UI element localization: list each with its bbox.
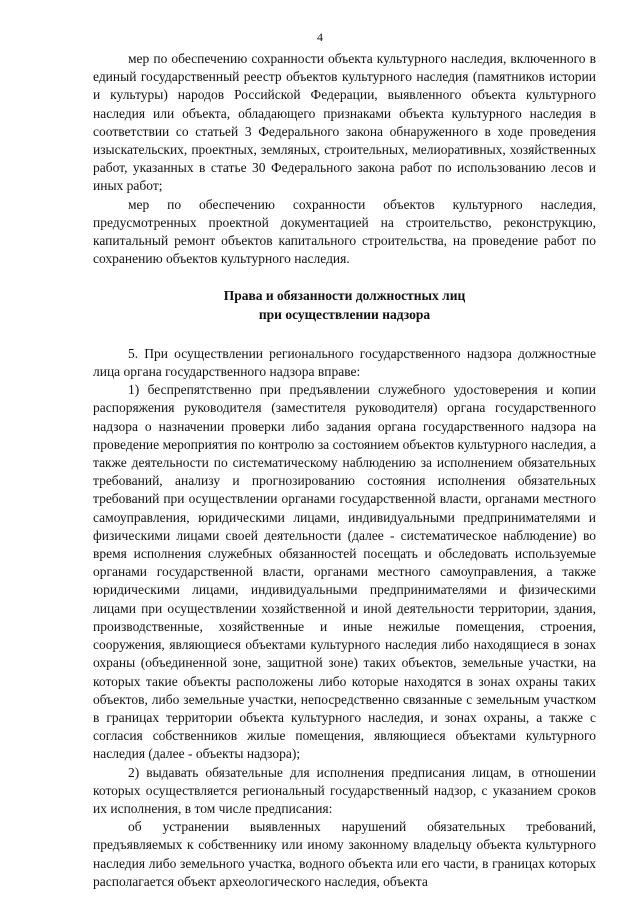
paragraph-item-1: 1) беспрепятственно при предъявлении служебного удостоверения и копии распоряжения руководителя (заместителя руководителя) органа государственного надзора о назначении проверки либо задания органа государственного надзора на проведение мероприятия по контролю за состоянием объектов культурного наследия, а также деятельности по систематическому наблюдению за исполнением обязательных требований, анализу и прогнозированию состояния исполнения обязательных требований при осуществлении органами государственной власти, органами местного самоуправления, юридическими лицами, индивидуальными предпринимателями и физическими лицами своей деятельности (далее - систематическое наблюдение) во время исполнения служебных обязанностей посещать и обследовать используемые органами государственной власти, органами местного самоуправления, а также юридическими лицами, индивидуальными предпринимателями и физическими лицами при осуществлении хозяйственной и иной деятельности территории, здания, производственные, хозяйственные и иные нежилые помещения, строения, сооружения, являющиеся объектами культурного наследия либо находящиеся в зонах охраны (объединенной зоне, защитной зоне) таких объектов, земельные участки, на которых такие объекты расположены либо которые находятся в зонах охраны таких объектов, либо земельные участки, непосредственно связанные с земельным участком в границах территории объекта культурного наследия, и зонах охраны, а также с согласия собственников жилые помещения, являющиеся объектами культурного наследия (далее - объекты надзора); [93, 382, 596, 762]
paragraph-measures-object: мер по обеспечению сохранности объекта культурного наследия, включенного в единый государственный реестр объектов культурного наследия (памятников истории и культуры) народов Российской Федерации, выявленного объекта культурного наследия или объекта, обладающего признаками объекта культурного наследия в соответствии со статьей 3 Федерального закона обнаруженного в ходе проведения изыскательских, проектных, земляных, строительных, мелиоративных, хозяйственных работ, указанных в статье 30 Федерального закона работ по использованию лесов и иных работ; [93, 51, 596, 194]
paragraph-clause-5: 5. При осуществлении регионального государственного надзора должностные лица органа государственного надзора вправе: [93, 345, 596, 380]
document-body [93, 50, 596, 891]
section-heading-line-1: Права и обязанности должностных лиц [223, 288, 466, 304]
paragraph-measures-project: мер по обеспечению сохранности объектов культурного наследия, предусмотренных проектной документацией на строительство, реконструкцию, капитальный ремонт объектов капитального строительства, на проведение работ по сохранению объектов культурного наследия. [93, 196, 596, 267]
section-heading-line-2: при осуществлении надзора [258, 306, 431, 322]
page-number: 4 [317, 30, 323, 44]
paragraph-item-2: 2) выдавать обязательные для исполнения предписания лицам, в отношении которых осуществляется региональный государственный надзор, с указанием сроков их исполнения, в том числе предписания: [93, 764, 596, 816]
paragraph-prescription: об устранении выявленных нарушений обязательных требований, предъявляемых к собственнику или иному законному владельцу объекта культурного наследия либо земельного участка, водного объекта или его части, в границах которых располагается объект археологического наследия, объекта [93, 819, 596, 889]
section-heading [93, 287, 596, 323]
